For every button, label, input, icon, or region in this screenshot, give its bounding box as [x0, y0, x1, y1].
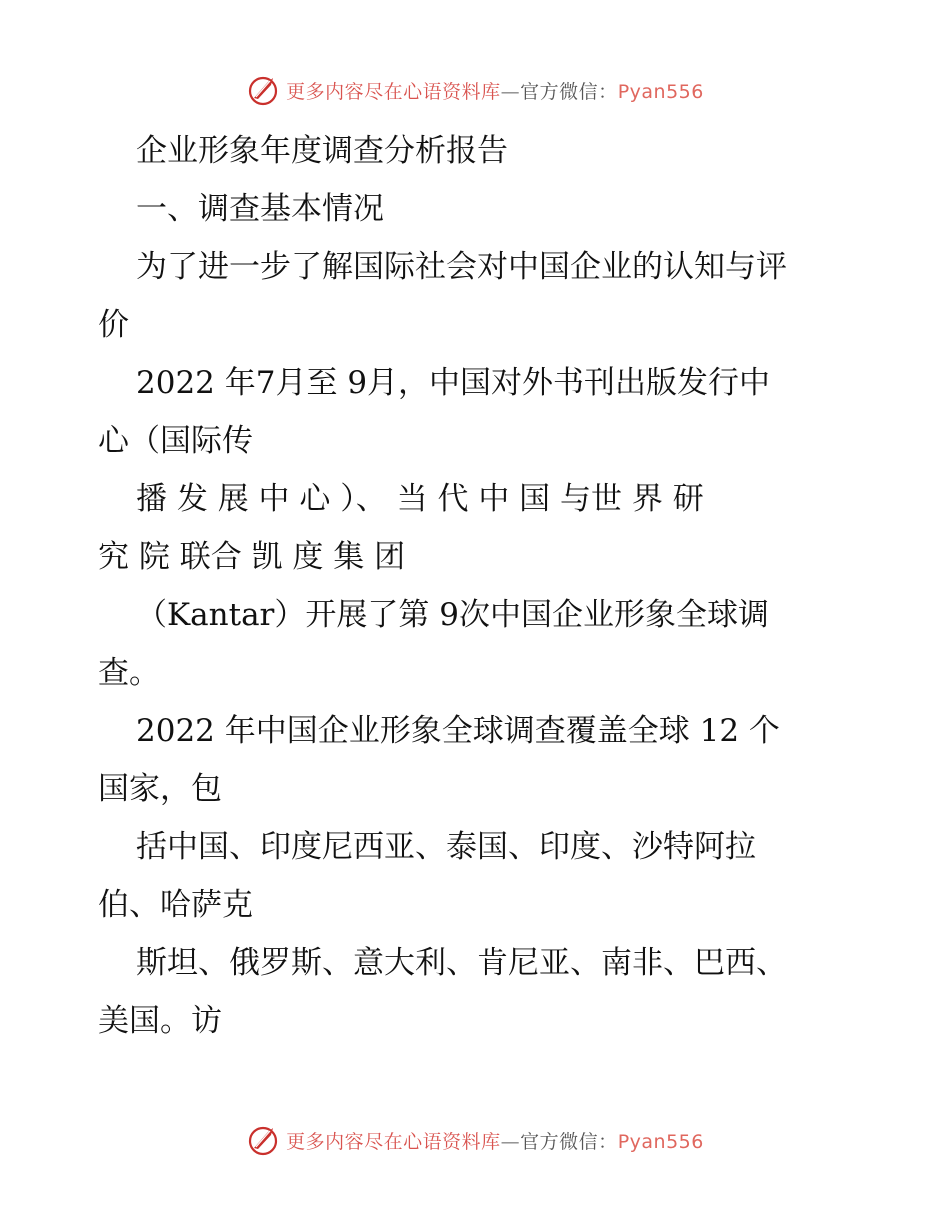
- paragraph-line: 心（国际传: [98, 423, 253, 459]
- banner-text: 更多内容尽在心语资料库—官方微信：Pyan556: [286, 80, 704, 103]
- paragraph-line: 究 院 联合 凯 度 集 团: [98, 539, 406, 575]
- header-banner: [0, 70, 950, 110]
- paragraph-line: 美国。访: [98, 1003, 222, 1039]
- paragraph-line: 伯、哈萨克: [98, 887, 253, 923]
- paragraph-line: 斯坦、俄罗斯、意大利、肯尼亚、南非、巴西、: [136, 945, 787, 981]
- banner-text: 更多内容尽在心语资料库—官方微信：Pyan556: [286, 1130, 704, 1153]
- paragraph-line: 括中国、印度尼西亚、泰国、印度、沙特阿拉: [136, 829, 756, 865]
- paragraph-line: 2022 年7月至 9月，中国对外书刊出版发行中: [136, 365, 771, 401]
- paragraph-line: 价: [98, 307, 129, 343]
- doc-title: 企业形象年度调查分析报告: [136, 133, 508, 169]
- paragraph-line: 查。: [98, 655, 160, 691]
- paragraph-line: 播 发 展 中 心 ）、 当 代 中 国 与世 界 研: [136, 481, 704, 517]
- quill-logo-icon: [246, 72, 282, 108]
- paragraph-line: 为了进一步了解国际社会对中国企业的认知与评: [136, 249, 787, 285]
- paragraph-line: 2022 年中国企业形象全球调查覆盖全球 12 个: [136, 713, 780, 749]
- section-heading: 一、调查基本情况: [136, 191, 384, 227]
- footer-banner: [0, 1120, 950, 1160]
- paragraph-line: （Kantar）开展了第 9次中国企业形象全球调: [136, 597, 769, 633]
- document-body: [98, 122, 850, 1050]
- paragraph-line: 国家，包: [98, 771, 222, 807]
- quill-logo-icon: [246, 1122, 282, 1158]
